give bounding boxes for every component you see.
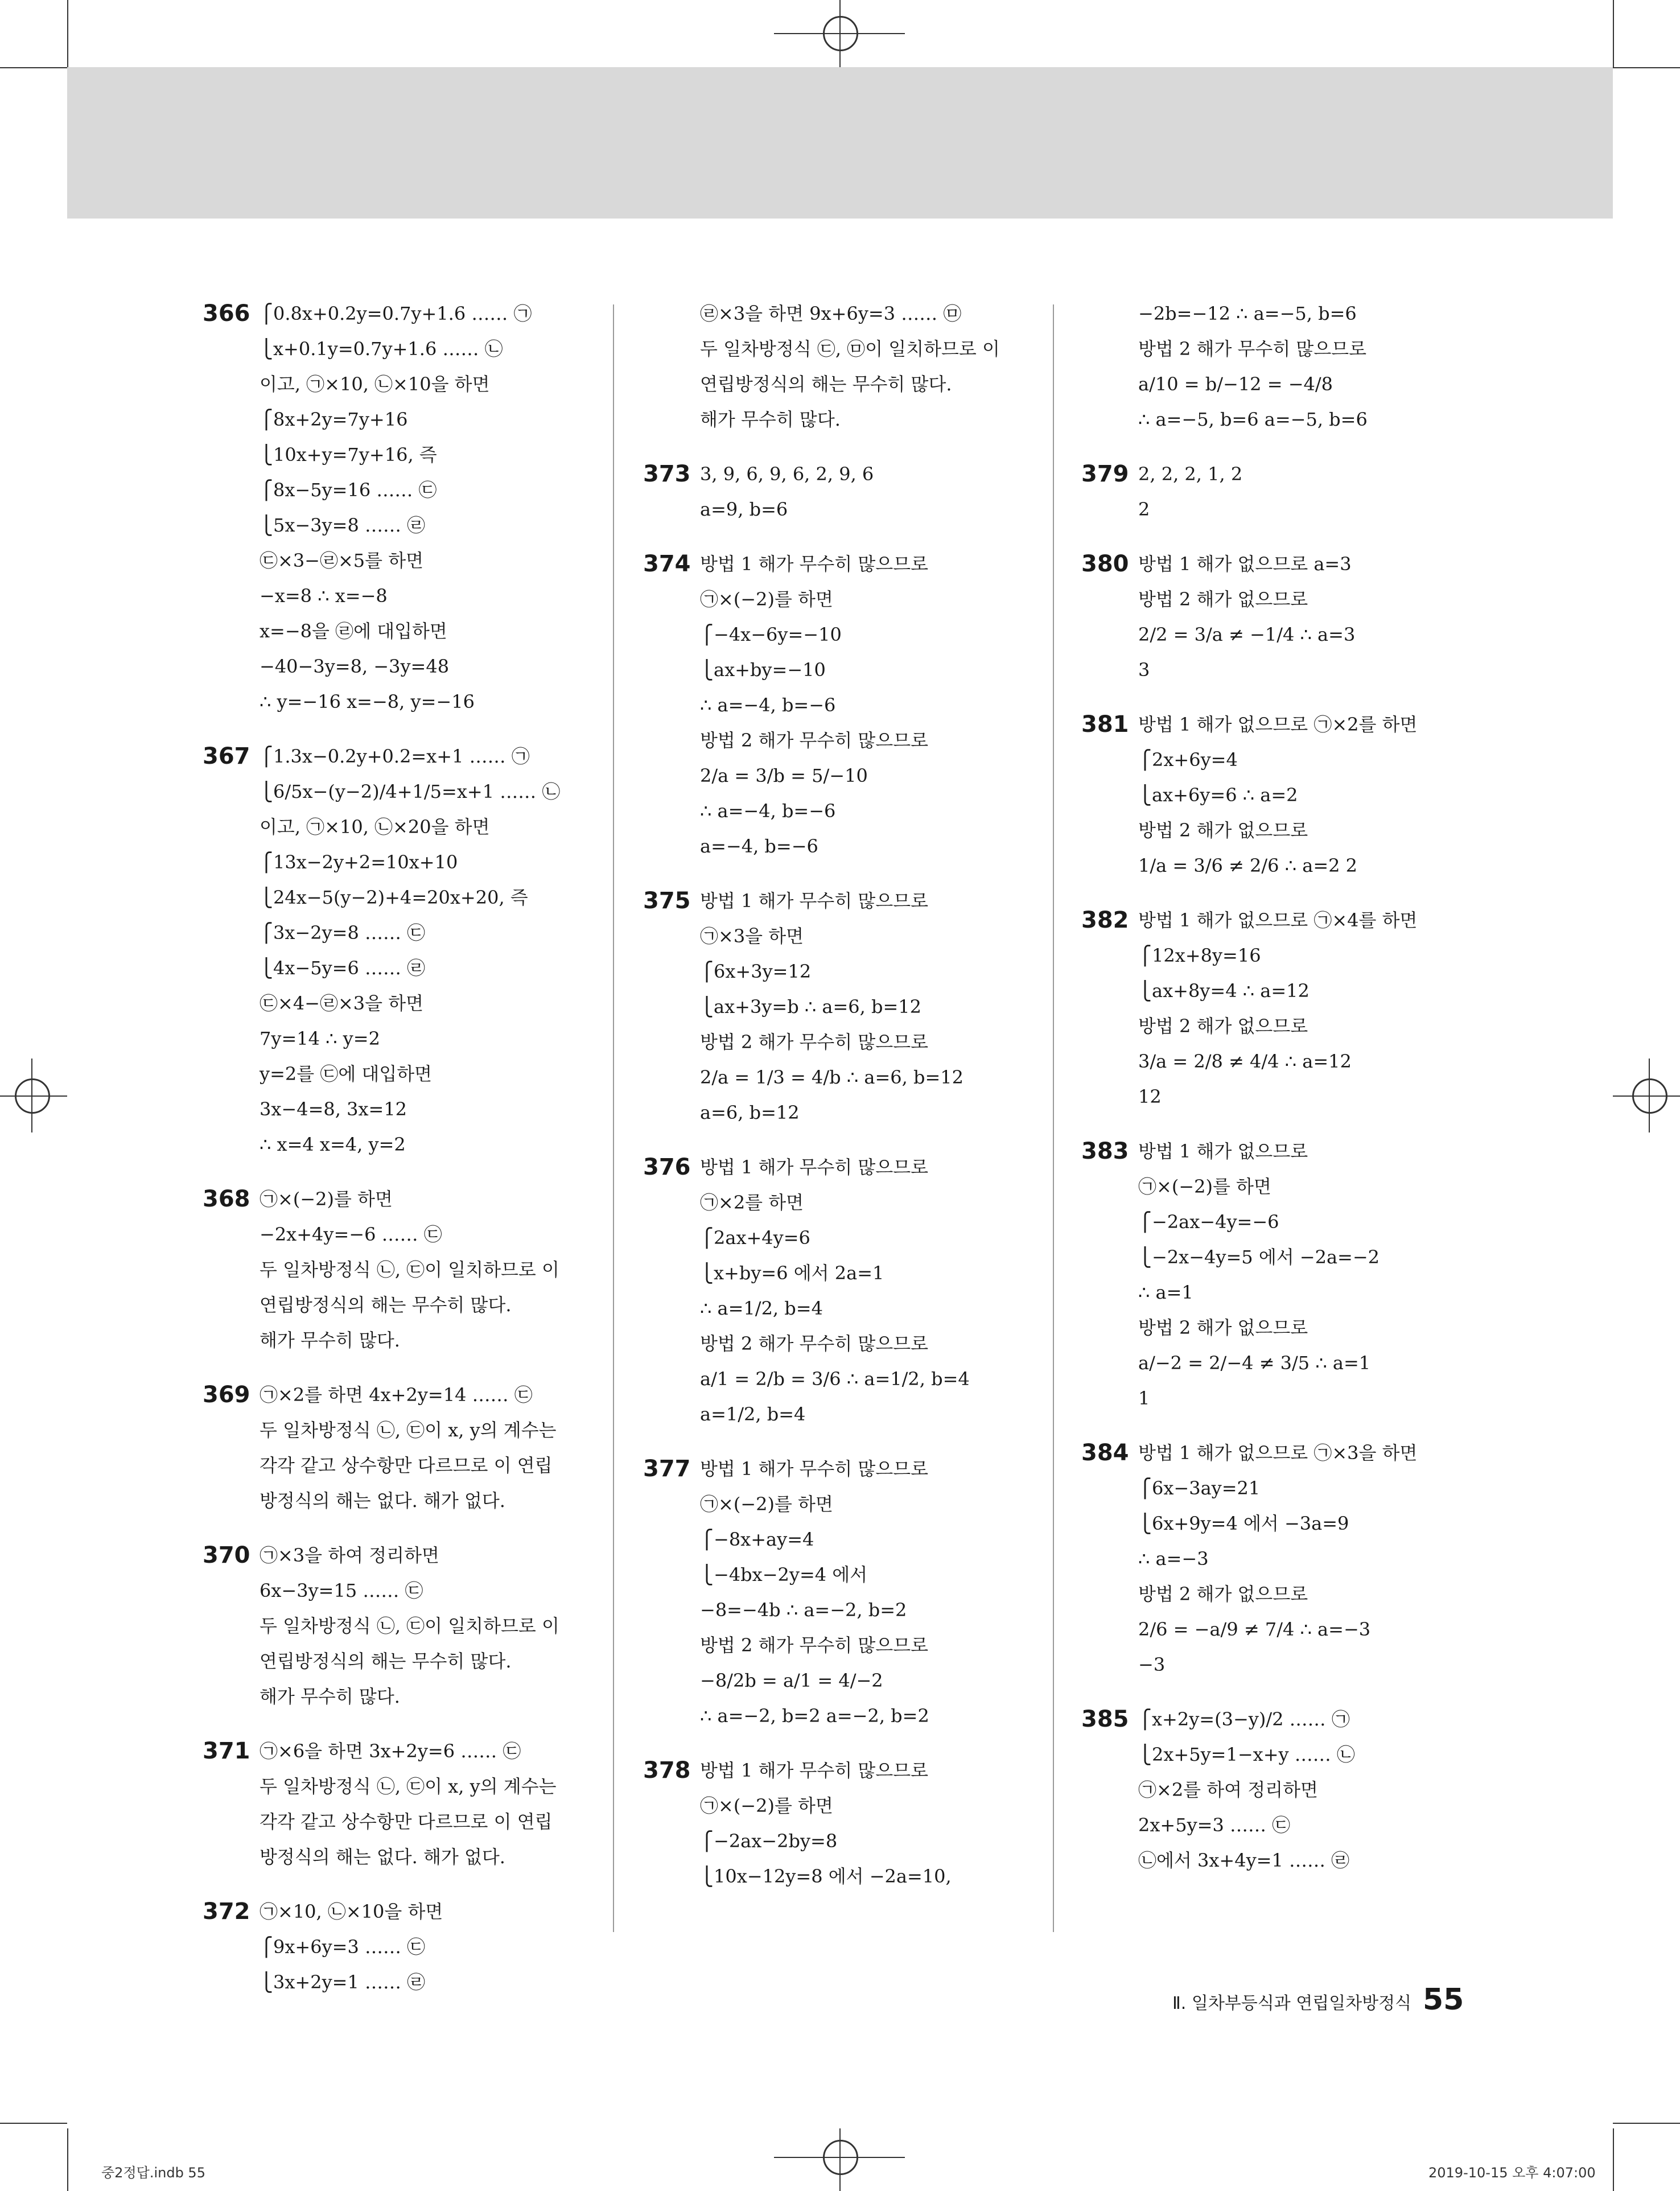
solution-line: 방법 1 해가 무수히 많으므로 — [700, 553, 929, 575]
solution-line: 1/a = 3/6 ≠ 2/6 ∴ a=2 2 — [1138, 855, 1358, 876]
solution-line: 연립방정식의 해는 무수히 많다. — [260, 1294, 512, 1316]
solution-line: 방법 1 해가 없으므로 — [1138, 1140, 1308, 1162]
solution-line: ⎩4x−5y=6 …… ㉣ — [260, 957, 426, 979]
problem-379 — [1081, 456, 1468, 527]
solution-line: ⎩6/5x−(y−2)/4+1/5=x+1 …… ㉡ — [260, 781, 561, 802]
solution-body — [700, 883, 1030, 1130]
solution-line: ⎧x+2y=(3−y)/2 …… ㉠ — [1138, 1708, 1350, 1730]
solution-line: 방법 1 해가 없으므로 a=3 — [1138, 553, 1352, 575]
solution-line: 방법 2 해가 무수히 많으므로 — [1138, 338, 1367, 360]
trim-mark — [67, 2128, 68, 2191]
problem-369 — [203, 1377, 590, 1518]
problem-number: 369 — [203, 1382, 250, 1408]
column-2 — [643, 296, 1030, 1913]
solution-line: 각각 같고 상수항만 다르므로 이 연립 — [260, 1455, 553, 1476]
solution-line: 방법 2 해가 없으므로 — [1138, 1583, 1308, 1605]
trim-mark — [0, 1096, 67, 1097]
solution-line: ㉣×3을 하면 9x+6y=3 …… ㉤ — [700, 303, 962, 324]
solution-line: ㉠×10, ㉡×10을 하면 — [260, 1901, 443, 1922]
problem-383 — [1081, 1134, 1468, 1416]
solution-line: ⎩5x−3y=8 …… ㉣ — [260, 514, 426, 536]
trim-mark — [839, 2128, 841, 2191]
solution-line: ⎩−4bx−2y=4 에서 — [700, 1564, 868, 1585]
solution-line: ㉠×6을 하면 3x+2y=6 …… ㉢ — [260, 1740, 521, 1762]
solution-body — [260, 1538, 590, 1714]
solution-line: 방법 2 해가 없으므로 — [1138, 1317, 1308, 1339]
solution-line: a=6, b=12 — [700, 1102, 800, 1123]
solution-body — [700, 1753, 1030, 1894]
solution-line: ㉠×(−2)를 하면 — [700, 1493, 833, 1515]
solution-line: 방법 1 해가 무수히 많으므로 — [700, 890, 929, 912]
solution-line: 두 일차방정식 ㉢, ㉤이 일치하므로 이 — [700, 338, 1000, 360]
solution-line: 연립방정식의 해는 무수히 많다. — [700, 373, 952, 395]
trim-mark — [1613, 2123, 1680, 2124]
problem-number: 379 — [1081, 461, 1129, 487]
problem-number: 385 — [1081, 1706, 1129, 1732]
solution-line: 방법 1 해가 무수히 많으므로 — [700, 1156, 929, 1178]
trim-mark — [1613, 2128, 1614, 2191]
solution-line: ㉢×4−㉣×3을 하면 — [260, 992, 424, 1014]
solution-line: ⎩ax+6y=6 ∴ a=2 — [1138, 784, 1298, 806]
problem-380 — [1081, 546, 1468, 687]
solution-line: ⎧8x+2y=7y+16 — [260, 409, 408, 430]
solution-line: ∴ a=−3 — [1138, 1548, 1209, 1570]
problem-number: 376 — [643, 1154, 691, 1180]
solution-line: 3/a = 2/8 ≠ 4/4 ∴ a=12 — [1138, 1051, 1352, 1072]
solution-line: ∴ a=−4, b=−6 — [700, 800, 836, 822]
problem-cont — [643, 296, 1030, 437]
column-divider — [1053, 304, 1054, 1932]
trim-mark — [1613, 67, 1680, 68]
solution-line: 방법 2 해가 무수히 많으므로 — [700, 730, 929, 751]
solution-line: 7y=14 ∴ y=2 — [260, 1028, 380, 1049]
solution-line: 두 일차방정식 ㉡, ㉢이 일치하므로 이 — [260, 1615, 559, 1637]
chapter-title: Ⅱ. 일차부등식과 연립일차방정식 — [1172, 1994, 1412, 2013]
solution-line: 해가 무수히 많다. — [260, 1686, 400, 1707]
solution-body — [700, 296, 1030, 437]
problem-384 — [1081, 1435, 1468, 1682]
problem-376 — [643, 1150, 1030, 1432]
solution-body — [1138, 296, 1468, 437]
problem-number: 384 — [1081, 1440, 1129, 1466]
solution-line: ⎩ax+3y=b ∴ a=6, b=12 — [700, 996, 921, 1018]
problem-381 — [1081, 707, 1468, 883]
solution-line: 방법 1 해가 없으므로 ㉠×3을 하면 — [1138, 1442, 1418, 1464]
problem-366 — [203, 296, 590, 719]
solution-line: ⎧8x−5y=16 …… ㉢ — [260, 479, 437, 501]
solution-line: a=1/2, b=4 — [700, 1403, 806, 1425]
solution-line: ⎩10x−12y=8 에서 −2a=10, — [700, 1865, 952, 1887]
solution-line: ⎧2ax+4y=6 — [700, 1227, 810, 1249]
solution-line: 2, 2, 2, 1, 2 — [1138, 463, 1243, 485]
solution-line: 이고, ㉠×10, ㉡×20을 하면 — [260, 816, 490, 838]
solution-line: ∴ a=1/2, b=4 — [700, 1298, 823, 1319]
solution-line: 2x+5y=3 …… ㉢ — [1138, 1814, 1291, 1836]
solution-line: ㉠×2를 하면 — [700, 1192, 804, 1213]
solution-line: 1 — [1138, 1387, 1150, 1409]
trim-mark — [31, 1059, 32, 1132]
solution-line: a=9, b=6 — [700, 499, 788, 520]
trim-mark — [0, 67, 67, 68]
solution-line: ∴ a=−2, b=2 a=−2, b=2 — [700, 1705, 929, 1727]
solution-line: ⎩3x+2y=1 …… ㉣ — [260, 1971, 426, 1993]
problem-371 — [203, 1733, 590, 1875]
solution-body — [1138, 707, 1468, 883]
solution-line: ∴ a=−4, b=−6 — [700, 694, 836, 716]
solution-line: ⎩10x+y=7y+16, 즉 — [260, 444, 437, 466]
problem-number: 370 — [203, 1542, 250, 1568]
problem-number: 377 — [643, 1456, 691, 1482]
solution-body — [1138, 903, 1468, 1114]
problem-373 — [643, 456, 1030, 527]
solution-line: 방법 1 해가 없으므로 ㉠×2를 하면 — [1138, 714, 1418, 735]
solution-line: 두 일차방정식 ㉡, ㉢이 x, y의 계수는 — [260, 1419, 557, 1441]
page-number: 55 — [1423, 1983, 1464, 2017]
trim-mark — [1613, 0, 1614, 67]
solution-body — [1138, 1134, 1468, 1416]
column-3 — [1081, 296, 1468, 1897]
solution-line: 2/a = 3/b = 5/−10 — [700, 765, 868, 786]
solution-line: ⎧−2ax−4y=−6 — [1138, 1211, 1279, 1233]
solution-line: ㉠×(−2)를 하면 — [700, 1795, 833, 1817]
solution-line: 방법 1 해가 무수히 많으므로 — [700, 1760, 929, 1781]
solution-body — [260, 1181, 590, 1358]
solution-line: 2 — [1138, 499, 1150, 520]
solution-line: ⎧12x+8y=16 — [1138, 945, 1261, 966]
problem-number: 366 — [203, 300, 250, 327]
solution-line: a=−4, b=−6 — [700, 835, 818, 857]
solution-line: 해가 무수히 많다. — [260, 1329, 400, 1351]
problem-number: 372 — [203, 1898, 250, 1925]
solution-line: 방법 2 해가 없으므로 — [1138, 1015, 1308, 1037]
solution-line: ⎧6x+3y=12 — [700, 961, 812, 982]
solution-line: 두 일차방정식 ㉡, ㉢이 x, y의 계수는 — [260, 1776, 557, 1797]
solution-line: ⎩24x−5(y−2)+4=20x+20, 즉 — [260, 887, 528, 908]
solution-line: ⎧−2ax−2by=8 — [700, 1830, 838, 1852]
solution-line: 3, 9, 6, 9, 6, 2, 9, 6 — [700, 463, 874, 485]
solution-line: −2x+4y=−6 …… ㉢ — [260, 1224, 442, 1245]
problem-368 — [203, 1181, 590, 1358]
solution-line: ⎧3x−2y=8 …… ㉢ — [260, 922, 426, 944]
solution-body — [1138, 1435, 1468, 1682]
trim-mark — [839, 0, 841, 67]
solution-line: 방법 2 해가 없으므로 — [1138, 819, 1308, 841]
solution-line: −2b=−12 ∴ a=−5, b=6 — [1138, 303, 1357, 324]
solution-line: 방정식의 해는 없다. 해가 없다. — [260, 1846, 505, 1868]
problem-number: 383 — [1081, 1138, 1129, 1164]
solution-line: a/1 = 2/b = 3/6 ∴ a=1/2, b=4 — [700, 1368, 970, 1390]
solution-line: ㉠×2를 하면 4x+2y=14 …… ㉢ — [260, 1384, 533, 1406]
problem-375 — [643, 883, 1030, 1130]
solution-body — [260, 296, 590, 719]
solution-line: ㉠×(−2)를 하면 — [260, 1188, 393, 1210]
solution-line: 이고, ㉠×10, ㉡×10을 하면 — [260, 373, 490, 395]
problem-number: 381 — [1081, 711, 1129, 738]
header-banner — [67, 67, 1613, 219]
problem-377 — [643, 1451, 1030, 1733]
slug-date: 2019-10-15 오후 4:07:00 — [1428, 2165, 1596, 2181]
solution-line: 2/2 = 3/a ≠ −1/4 ∴ a=3 — [1138, 624, 1356, 645]
problem-number: 382 — [1081, 907, 1129, 933]
solution-line: 3 — [1138, 659, 1150, 681]
solution-line: ㉡에서 3x+4y=1 …… ㉣ — [1138, 1850, 1350, 1871]
problem-number: 375 — [643, 888, 691, 914]
solution-body — [700, 1150, 1030, 1432]
solution-line: x=−8을 ㉣에 대입하면 — [260, 620, 447, 642]
solution-line: ⎧−8x+ay=4 — [700, 1529, 814, 1550]
problem-385 — [1081, 1702, 1468, 1878]
problem-382 — [1081, 903, 1468, 1114]
problem-372 — [203, 1894, 590, 2000]
solution-line: ∴ a=1 — [1138, 1282, 1193, 1303]
solution-line: −3 — [1138, 1654, 1166, 1675]
solution-line: 연립방정식의 해는 무수히 많다. — [260, 1650, 512, 1672]
solution-line: ⎩ax+by=−10 — [700, 659, 826, 681]
solution-line: 방법 2 해가 무수히 많으므로 — [700, 1634, 929, 1656]
trim-mark — [67, 0, 68, 67]
problem-374 — [643, 546, 1030, 864]
solution-body — [260, 1733, 590, 1875]
solution-line: 2/6 = −a/9 ≠ 7/4 ∴ a=−3 — [1138, 1618, 1371, 1640]
problem-number: 378 — [643, 1757, 691, 1784]
solution-line: ㉠×(−2)를 하면 — [700, 588, 833, 610]
problem-number: 374 — [643, 551, 691, 577]
solution-line: −8/2b = a/1 = 4/−2 — [700, 1670, 883, 1691]
column-1 — [203, 296, 590, 2019]
solution-line: ⎧9x+6y=3 …… ㉢ — [260, 1936, 426, 1958]
solution-line: y=2를 ㉢에 대입하면 — [260, 1063, 433, 1085]
problem-370 — [203, 1538, 590, 1714]
solution-line: a/−2 = 2/−4 ≠ 3/5 ∴ a=1 — [1138, 1352, 1371, 1374]
solution-body — [260, 1377, 590, 1518]
solution-line: ⎧1.3x−0.2y+0.2=x+1 …… ㉠ — [260, 746, 530, 767]
solution-body — [260, 1894, 590, 2000]
solution-line: 방법 2 해가 없으므로 — [1138, 588, 1308, 610]
trim-mark — [0, 2123, 67, 2124]
solution-line: a/10 = b/−12 = −4/8 — [1138, 373, 1333, 395]
solution-line: ∴ y=−16 x=−8, y=−16 — [260, 691, 475, 713]
solution-body — [700, 546, 1030, 864]
solution-line: ⎩ax+8y=4 ∴ a=12 — [1138, 980, 1310, 1002]
trim-mark — [1613, 1096, 1680, 1097]
solution-line: ⎩−2x−4y=5 에서 −2a=−2 — [1138, 1246, 1380, 1268]
solution-line: ∴ a=−5, b=6 a=−5, b=6 — [1138, 409, 1368, 430]
solution-body — [1138, 546, 1468, 687]
solution-line: ⎧6x−3ay=21 — [1138, 1477, 1261, 1499]
problem-number: 380 — [1081, 551, 1129, 577]
solution-line: ㉠×2를 하여 정리하면 — [1138, 1779, 1318, 1801]
solution-line: 2/a = 1/3 = 4/b ∴ a=6, b=12 — [700, 1066, 963, 1088]
problem-378 — [643, 1753, 1030, 1894]
problem-number: 368 — [203, 1186, 250, 1212]
solution-line: ⎩6x+9y=4 에서 −3a=9 — [1138, 1513, 1349, 1534]
problem-number: 373 — [643, 461, 691, 487]
slug-file: 중2정답.indb 55 — [101, 2165, 205, 2181]
problem-cont — [1081, 296, 1468, 437]
problem-number: 367 — [203, 743, 250, 769]
solution-line: 방법 1 해가 무수히 많으므로 — [700, 1458, 929, 1480]
solution-body — [1138, 456, 1468, 527]
solution-line: ⎩x+by=6 에서 2a=1 — [700, 1262, 884, 1284]
solution-body — [700, 456, 1030, 527]
solution-line: 방정식의 해는 없다. 해가 없다. — [260, 1490, 505, 1512]
solution-line: ⎩2x+5y=1−x+y …… ㉡ — [1138, 1744, 1355, 1765]
solution-line: 방법 2 해가 무수히 많으므로 — [700, 1031, 929, 1053]
column-divider — [613, 304, 614, 1932]
solution-line: 12 — [1138, 1086, 1162, 1107]
solution-line: 6x−3y=15 …… ㉢ — [260, 1580, 423, 1601]
trim-mark — [1649, 1059, 1650, 1132]
solution-line: ⎧13x−2y+2=10x+10 — [260, 851, 458, 873]
solution-line: 방법 2 해가 무수히 많으므로 — [700, 1333, 929, 1354]
solution-line: 각각 같고 상수항만 다르므로 이 연립 — [260, 1811, 553, 1832]
solution-line: ㉢×3−㉣×5를 하면 — [260, 550, 424, 571]
solution-line: 3x−4=8, 3x=12 — [260, 1098, 407, 1120]
solution-body — [260, 739, 590, 1162]
solution-body — [700, 1451, 1030, 1733]
solution-line: −x=8 ∴ x=−8 — [260, 585, 388, 607]
solution-line: ⎩x+0.1y=0.7y+1.6 …… ㉡ — [260, 338, 503, 360]
solution-line: ⎧−4x−6y=−10 — [700, 624, 842, 645]
solution-line: 두 일차방정식 ㉡, ㉢이 일치하므로 이 — [260, 1259, 559, 1280]
solution-line: ㉠×(−2)를 하면 — [1138, 1176, 1271, 1197]
solution-line: −8=−4b ∴ a=−2, b=2 — [700, 1599, 907, 1621]
solution-body — [1138, 1702, 1468, 1878]
solution-line: ⎧2x+6y=4 — [1138, 749, 1238, 771]
solution-line: −40−3y=8, −3y=48 — [260, 656, 450, 677]
solution-line: ∴ x=4 x=4, y=2 — [260, 1134, 406, 1155]
problem-367 — [203, 739, 590, 1162]
solution-line: ㉠×3을 하여 정리하면 — [260, 1545, 439, 1566]
solution-line: 방법 1 해가 없으므로 ㉠×4를 하면 — [1138, 909, 1418, 931]
solution-line: 해가 무수히 많다. — [700, 409, 841, 430]
problem-number: 371 — [203, 1738, 250, 1764]
solution-line: ㉠×3을 하면 — [700, 925, 804, 947]
solution-line: ⎧0.8x+0.2y=0.7y+1.6 …… ㉠ — [260, 303, 532, 324]
